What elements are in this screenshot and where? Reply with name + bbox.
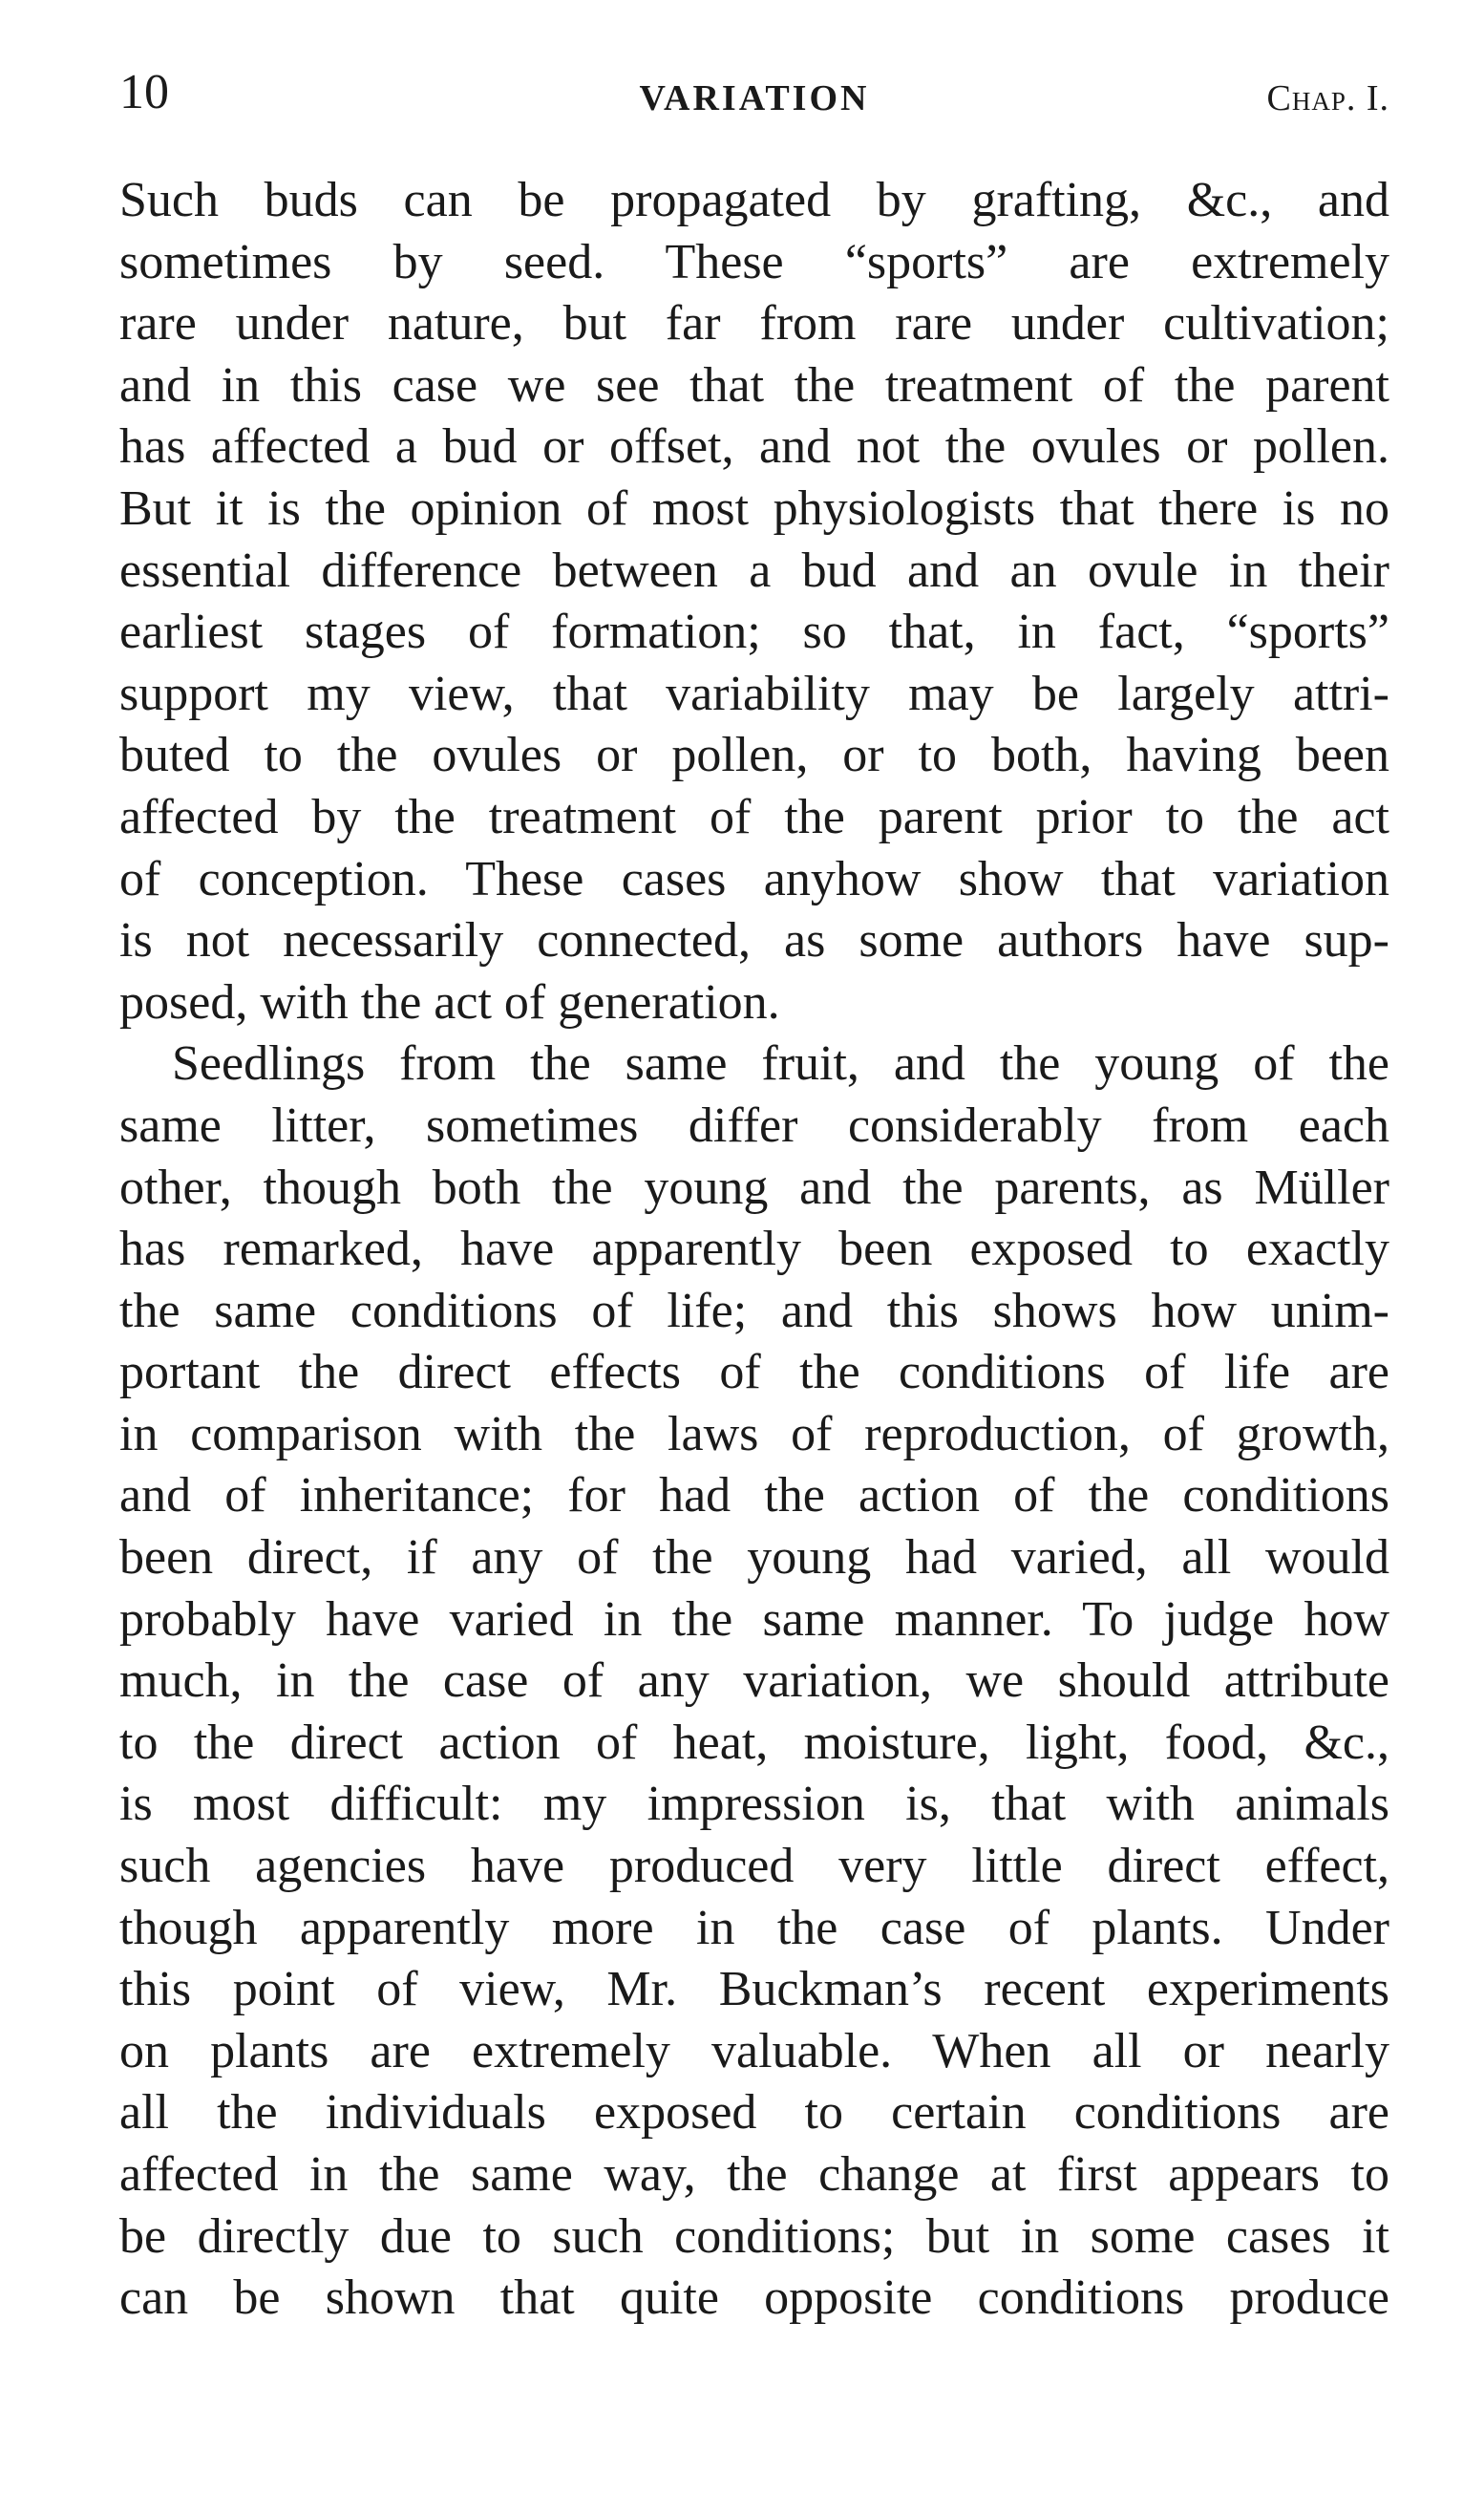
text-line: essential difference between a bud and an ovule in their — [119, 543, 1389, 598]
text-line: though apparently more in the case of plants. Under — [119, 1900, 1389, 1955]
text-line: affected by the treatment of the parent prior to the act — [119, 789, 1389, 844]
text-line: probably have varied in the same manner. To judge how — [119, 1591, 1389, 1647]
body-text — [119, 170, 1389, 2330]
text-line: much, in the case of any variation, we should attribute — [119, 1653, 1389, 1709]
text-line: to the direct action of heat, moisture, light, food, &c., — [119, 1715, 1389, 1770]
running-head — [119, 59, 1389, 126]
chapter-reference: Chap. I. — [1266, 78, 1389, 118]
text-line: of conception. These cases anyhow show that variation — [119, 851, 1389, 906]
text-line: all the individuals exposed to certain conditions are — [119, 2085, 1389, 2141]
paragraph — [119, 170, 1389, 1033]
text-line: been direct, if any of the young had varied, all would — [119, 1530, 1389, 1586]
text-line: affected in the same way, the change at first appears to — [119, 2147, 1389, 2202]
text-line: and of inheritance; for had the action of the conditions — [119, 1468, 1389, 1524]
text-line: such agencies have produced very little direct effect, — [119, 1839, 1389, 1894]
text-line: has remarked, have apparently been exposed to exactly — [119, 1222, 1389, 1277]
text-line: sometimes by seed. These “sports” are extremely — [119, 234, 1389, 289]
text-line: But it is the opinion of most physiologists that there is no — [119, 480, 1389, 536]
text-line: support my view, that variability may be largely attri- — [119, 666, 1389, 721]
text-line: earliest stages of formation; so that, in fact, “sports” — [119, 605, 1389, 660]
paragraph — [119, 1033, 1389, 2329]
text-line: and in this case we see that the treatment of the parent — [119, 357, 1389, 413]
text-line: Seedlings from the same fruit, and the young of the — [172, 1036, 1389, 1092]
text-line: buted to the ovules or pollen, or to both, having been — [119, 728, 1389, 783]
text-line: same litter, sometimes differ considerably from each — [119, 1097, 1389, 1153]
page-number: 10 — [119, 65, 169, 119]
text-line: Such buds can be propagated by grafting, &c., and — [119, 173, 1389, 227]
text-line: be directly due to such conditions; but in some cases it — [119, 2208, 1389, 2264]
text-line: posed, with the act of generation. — [119, 974, 780, 1030]
text-line: in comparison with the laws of reproduction, of growth, — [119, 1406, 1389, 1461]
text-line: on plants are extremely valuable. When all or nearly — [119, 2023, 1389, 2078]
text-line: rare under nature, but far from rare under cultivation; — [119, 296, 1389, 352]
text-line: is most difficult: my impression is, that with animals — [119, 1777, 1389, 1832]
text-line: this point of view, Mr. Buckman’s recent experiments — [119, 1962, 1389, 2017]
text-line: can be shown that quite opposite conditions produce — [119, 2270, 1389, 2326]
text-line: the same conditions of life; and this shows how unim- — [119, 1283, 1389, 1338]
text-line: other, though both the young and the parents, as Müller — [119, 1160, 1389, 1215]
text-line: is not necessarily connected, as some authors have sup- — [119, 913, 1389, 969]
text-line: has affected a bud or offset, and not the ovules or pollen. — [119, 419, 1389, 475]
text-line: portant the direct effects of the conditions of life are — [119, 1345, 1389, 1400]
chapter-title: VARIATION — [639, 78, 870, 118]
